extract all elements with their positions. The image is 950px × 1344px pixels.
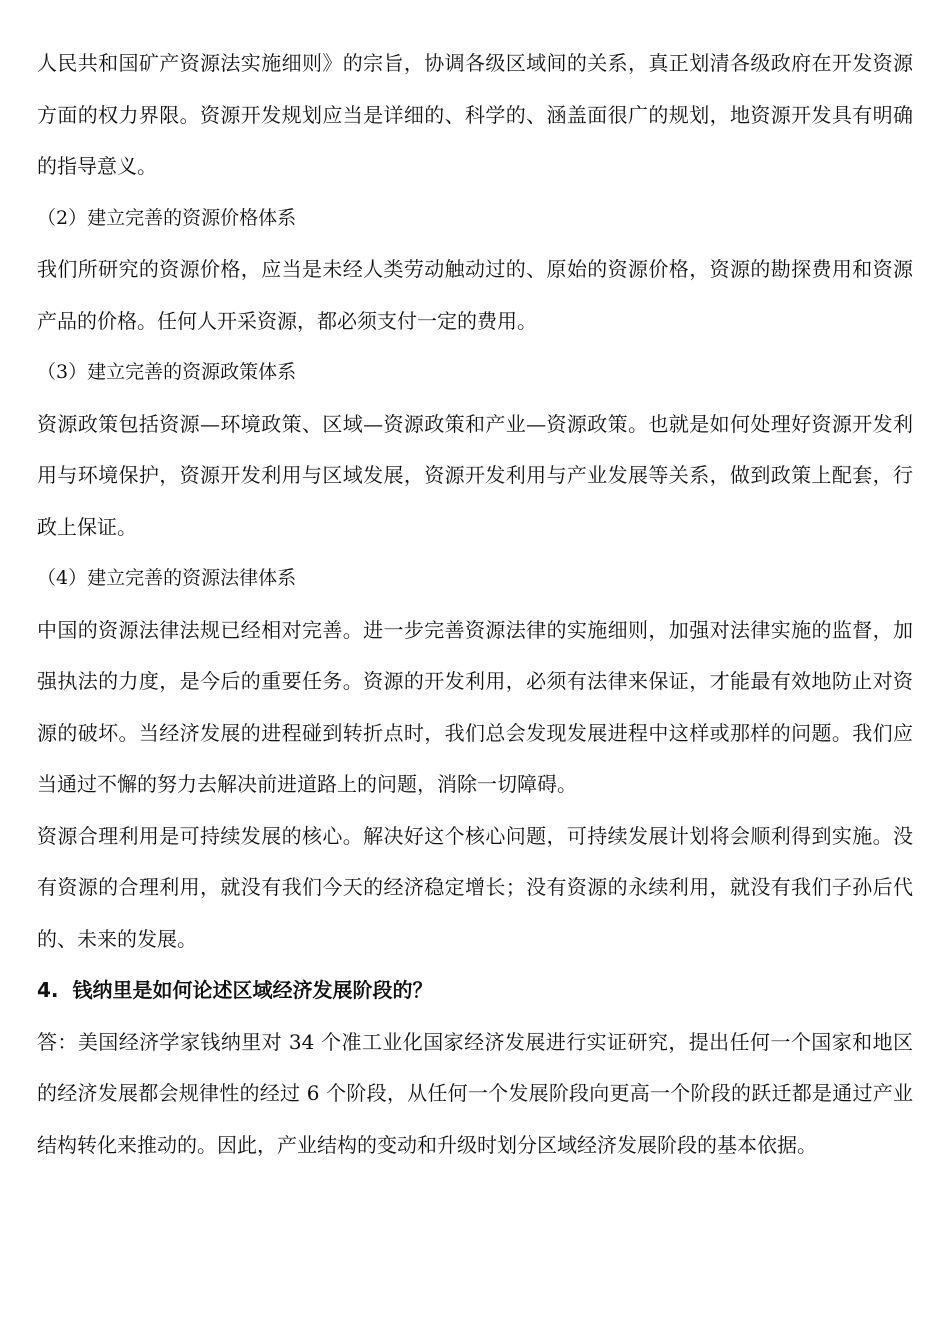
subheading-resource-law-system: （4）建立完善的资源法律体系 [37,567,297,589]
question-4-heading [37,965,913,1017]
paragraph-resource-law: 中国的资源法律法规已经相对完善。进一步完善资源法律的实施细则，加强对法律实施的监督，加强执法的力度，是今后的重要任务。资源的开发利用，必须有法律来保证，才能最有效地防止对资源的破坏。当经济发展的进程碰到转折点时，我们总会发现发展进程中这样或那样的问题。我们应当通过不懈的努力去解决前进道路上的问题，消除一切障碍。 [37,617,913,796]
intro-paragraph: 人民共和国矿产资源法实施细则》的宗旨，协调各级区域间的关系，真正划清各级政府在开发资源方面的权力界限。资源开发规划应当是详细的、科学的、涵盖面很广的规划，地资源开发具有明确的指导意义。 [37,51,913,178]
question-number: 4. [37,978,59,1002]
subheading-resource-policy-system: （3）建立完善的资源政策体系 [37,361,297,383]
document-page [37,38,913,1171]
paragraph-conclusion: 资源合理利用是可持续发展的核心。解决好这个核心问题，可持续发展计划将会顺利得到实施。没有资源的合理利用，就没有我们今天的经济稳定增长；没有资源的永续利用，就没有我们子孙后代的、未来的发展。 [37,823,913,951]
subheading-resource-price-system: （2）建立完善的资源价格体系 [37,206,297,229]
paragraph-resource-policy: 资源政策包括资源—环境政策、区域—资源政策和产业—资源政策。也就是如何处理好资源开发利用与环境保护，资源开发利用与区域发展，资源开发利用与产业发展等关系，做到政策上配套，行政上保证。 [37,411,913,539]
paragraph-resource-price: 我们所研究的资源价格，应当是未经人类劳动触动过的、原始的资源价格，资源的勘探费用和资源产品的价格。任何人开采资源，都必须支付一定的费用。 [37,257,913,333]
question-title: 钱纳里是如何论述区域经济发展阶段的？ [72,978,433,1002]
answer-paragraph: 答：美国经济学家钱纳里对 34 个准工业化国家经济发展进行实证研究，提出任何一个国家和地区的经济发展都会规律性的经过 6 个阶段，从任何一个发展阶段向更高一个阶段的跃迁都是通过产业结构转化来推动的。因此，产业结构的变动和升级时划分区域经济发展阶段的基本依据。 [37,1029,913,1157]
